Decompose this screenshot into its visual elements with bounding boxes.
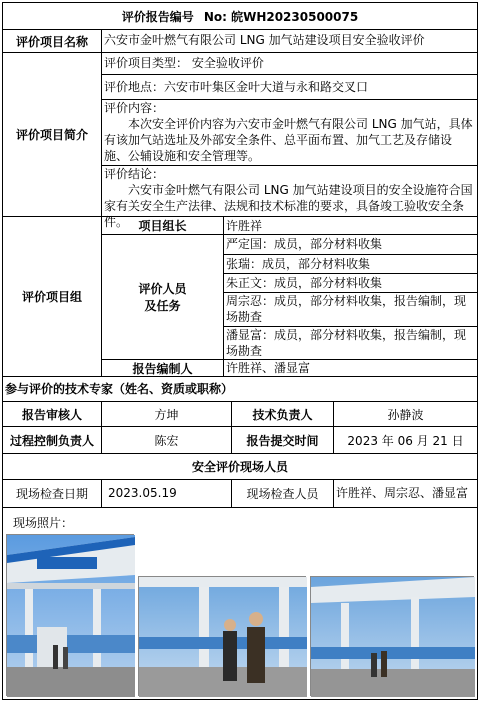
site-photo-gas-station-canopy: [6, 534, 134, 696]
tech-label: 技术负责人: [232, 402, 334, 427]
members-label: 评价人员 及任务: [102, 235, 224, 360]
report-number-value: No: 皖WH20230500075: [203, 9, 359, 24]
conclusion-label: 评价结论：: [104, 167, 165, 181]
report-number-label: 评价报告编号: [121, 9, 194, 24]
experts-label: 参与评价的技术专家（姓名、资质或职称）: [3, 377, 477, 402]
editor-value: 许胜祥、潘显富: [224, 360, 477, 377]
project-name-value: 六安市金叶燃气有限公司 LNG 加气站建设项目安全验收评价: [102, 30, 477, 53]
reviewer-value: 方坤: [102, 402, 232, 427]
site-date-label: 现场检查日期: [3, 480, 102, 508]
site-people-label: 现场检查人员: [232, 480, 334, 508]
submit-label: 报告提交时间: [232, 427, 334, 454]
member-item: 潘显富：成员，部分材料收集，报告编制，现场勘查: [226, 328, 467, 358]
members-list: [224, 235, 477, 360]
project-content: [102, 100, 477, 166]
site-section-label: 安全评价现场人员: [3, 454, 477, 480]
member-item: 张瑞：成员，部分材料收集: [224, 255, 477, 274]
project-name-label: 评价项目名称: [3, 30, 102, 53]
leader-label: 项目组长: [102, 217, 224, 235]
editor-label: 报告编制人: [102, 360, 224, 377]
content-text: 本次安全评价内容为六安市金叶燃气有限公司 LNG 加气站，具体有该加气站选址及外部安全条件、总平面布置、加气工艺及存储设施、公辅设施和安全管理等。: [104, 117, 473, 163]
site-date-value: 2023.05.19: [102, 480, 232, 508]
process-value: 陈宏: [102, 427, 232, 454]
report-number-header: [3, 3, 477, 30]
project-summary-label: 评价项目简介: [3, 53, 102, 217]
site-photo-inspectors: [138, 576, 306, 696]
submit-value: 2023 年 06 月 21 日: [334, 427, 477, 454]
project-location: 评价地点：六安市叶集区金叶大道与永和路交叉口: [102, 75, 477, 100]
process-label: 过程控制负责人: [3, 427, 102, 454]
site-photos-label: 现场照片：: [13, 516, 74, 530]
tech-value: 孙静波: [334, 402, 477, 427]
leader-value: 许胜祥: [224, 217, 477, 235]
project-type: 评价项目类型： 安全验收评价: [102, 53, 477, 75]
member-item: 严定国：成员，部分材料收集: [224, 235, 477, 255]
reviewer-label: 报告审核人: [3, 402, 102, 427]
site-people-value: 许胜祥、周宗忍、潘显富: [334, 480, 477, 508]
site-photo-station-overview: [310, 576, 474, 696]
conclusion-text: 六安市金叶燃气有限公司 LNG 加气站建设项目的安全设施符合国家有关安全生产法律、法规和技术标准的要求，具备竣工验收安全条件。: [104, 183, 473, 229]
member-item: 朱正文：成员，部分材料收集: [224, 274, 477, 293]
group-label: 评价项目组: [3, 217, 102, 377]
evaluation-report-form: [2, 2, 478, 700]
content-label: 评价内容：: [104, 101, 165, 115]
member-item: 周宗忍：成员，部分材料收集，报告编制，现场勘查: [224, 293, 477, 327]
